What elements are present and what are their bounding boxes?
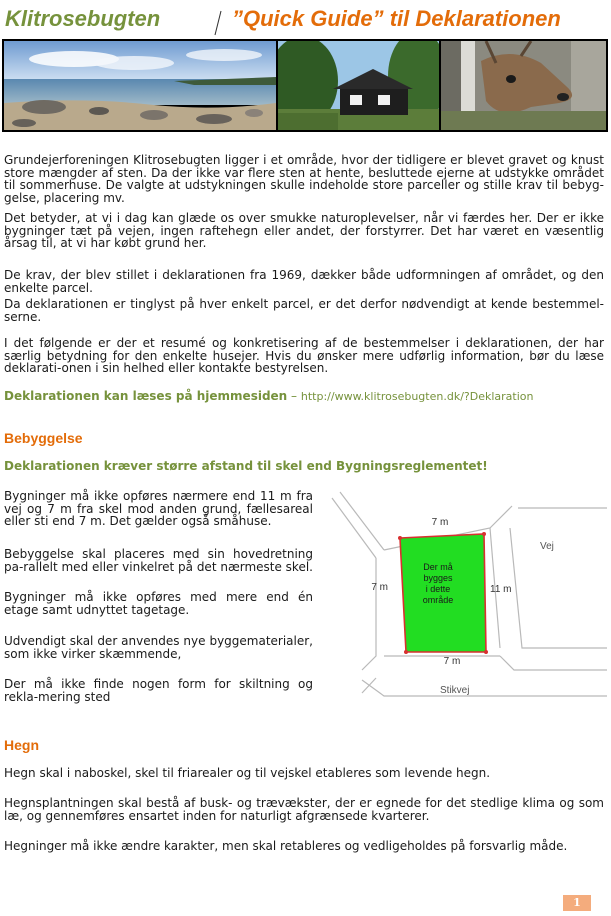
hegn-paragraph-3: Hegninger må ikke ændre karakter, men skal retableres og vedligeholdes på forsvarlig måde. xyxy=(4,839,568,853)
bebyggelse-paragraph-5: Der må ikke finde nogen form for skiltning og rekla-mering sted xyxy=(4,677,313,704)
declaration-link-label: Deklarationen kan læses på hjemmesiden xyxy=(4,389,288,403)
beach-photo xyxy=(4,41,276,130)
bebyggelse-paragraph-1: Bygninger må ikke opføres nærmere end 11 m fra vej og 7 m fra skel mod anden grund, fællesareal eller sti end 7 m. Det gælder også småhuse. xyxy=(4,489,313,528)
area-text-line-3: i dette xyxy=(425,584,451,594)
bottom-distance-label: 7 m xyxy=(443,656,461,667)
section-heading-bebyggelse: Bebyggelse xyxy=(4,430,83,446)
area-text-line-2: bygges xyxy=(423,573,453,583)
plot-diagram xyxy=(322,488,607,728)
cabin-photo xyxy=(278,41,439,130)
title-divider xyxy=(214,10,222,36)
intro-paragraph-4: Da deklarationen er tinglyst på hver enkelt parcel, er det derfor nødvendigt at kende bestemmel-serne. xyxy=(4,297,604,324)
bebyggelse-paragraph-3: Bygninger må ikke opføres med mere end én etage samt udnyttet tagetage. xyxy=(4,590,313,617)
hegn-paragraph-1: Hegn skal i naboskel, skel til friarealer og til vejskel etableres som levende hegn. xyxy=(4,766,491,780)
declaration-link-line xyxy=(4,389,533,403)
intro-paragraph-2: Det betyder, at vi i dag kan glæde os over smukke naturoplevelser, når vi færdes her. Der er ikke bygninger tæt på vejen, ingen raftehegn eller andet, der forstyrrer. Det har været en væsentlig årsag til, at vi har købt grund her. xyxy=(4,211,604,250)
section-heading-hegn: Hegn xyxy=(4,737,39,753)
intro-paragraph-5: I det følgende er der et resumé og konkretisering af de bestemmelser i deklarationen, der har særlig betydning for den enkelte husejer. Hvis du ønsker mere udførlig information, bør du læse deklarati-onen i sin helhed eller kontakte bestyrelsen. xyxy=(4,336,604,375)
left-distance-label: 7 m xyxy=(371,582,388,593)
link-dash: – xyxy=(287,389,301,403)
page-number-badge: 1 xyxy=(563,895,591,911)
guide-title: ”Quick Guide” til Deklarationen xyxy=(232,6,561,31)
area-text-line-4: område xyxy=(422,595,454,605)
intro-paragraph-1: Grundejerforeningen Klitrosebugten ligger i et område, hvor der tidligere er blevet gravet og knust store mængder af sten. Da der ikke var flere sten at hente, besluttede ejerne at udstykke området til sommerhuse. De valgte at udstykningen skulle indeholde store parceller og stille krav til bebyg-gelse, placering mv. xyxy=(4,153,604,205)
bebyggelse-paragraph-4: Udvendigt skal der anvendes nye byggematerialer, som ikke virker skæmmende, xyxy=(4,634,313,661)
bebyggelse-subheading: Deklarationen kræver større afstand til skel end Bygningsreglementet! xyxy=(4,459,488,473)
top-distance-label: 7 m xyxy=(431,517,449,528)
right-distance-label: 11 m xyxy=(490,584,512,595)
hegn-paragraph-2: Hegnsplantningen skal bestå af busk- og trævækster, der er egnede for det stedlige klima og som læ, og gennemføres ensartet inden for naturligt afgrænsede kvarterer. xyxy=(4,796,604,823)
intro-paragraph-3: De krav, der blev stillet i deklarationen fra 1969, dækker både udformningen af området, og den enkelte parcel. xyxy=(4,268,604,295)
stikvej-road-label: Stikvej xyxy=(440,685,470,696)
vej-road-label: Vej xyxy=(540,541,554,552)
area-text-line-1: Der må xyxy=(423,562,453,572)
declaration-url-link[interactable]: http://www.klitrosebugten.dk/?Deklaration xyxy=(300,390,534,403)
photo-strip xyxy=(2,39,608,132)
bebyggelse-paragraph-2: Bebyggelse skal placeres med sin hovedretning pa-rallelt med eller vinkelret på det nærmeste skel. xyxy=(4,547,313,574)
document-title: Klitrosebugten xyxy=(5,6,161,31)
deer-photo xyxy=(441,41,606,130)
